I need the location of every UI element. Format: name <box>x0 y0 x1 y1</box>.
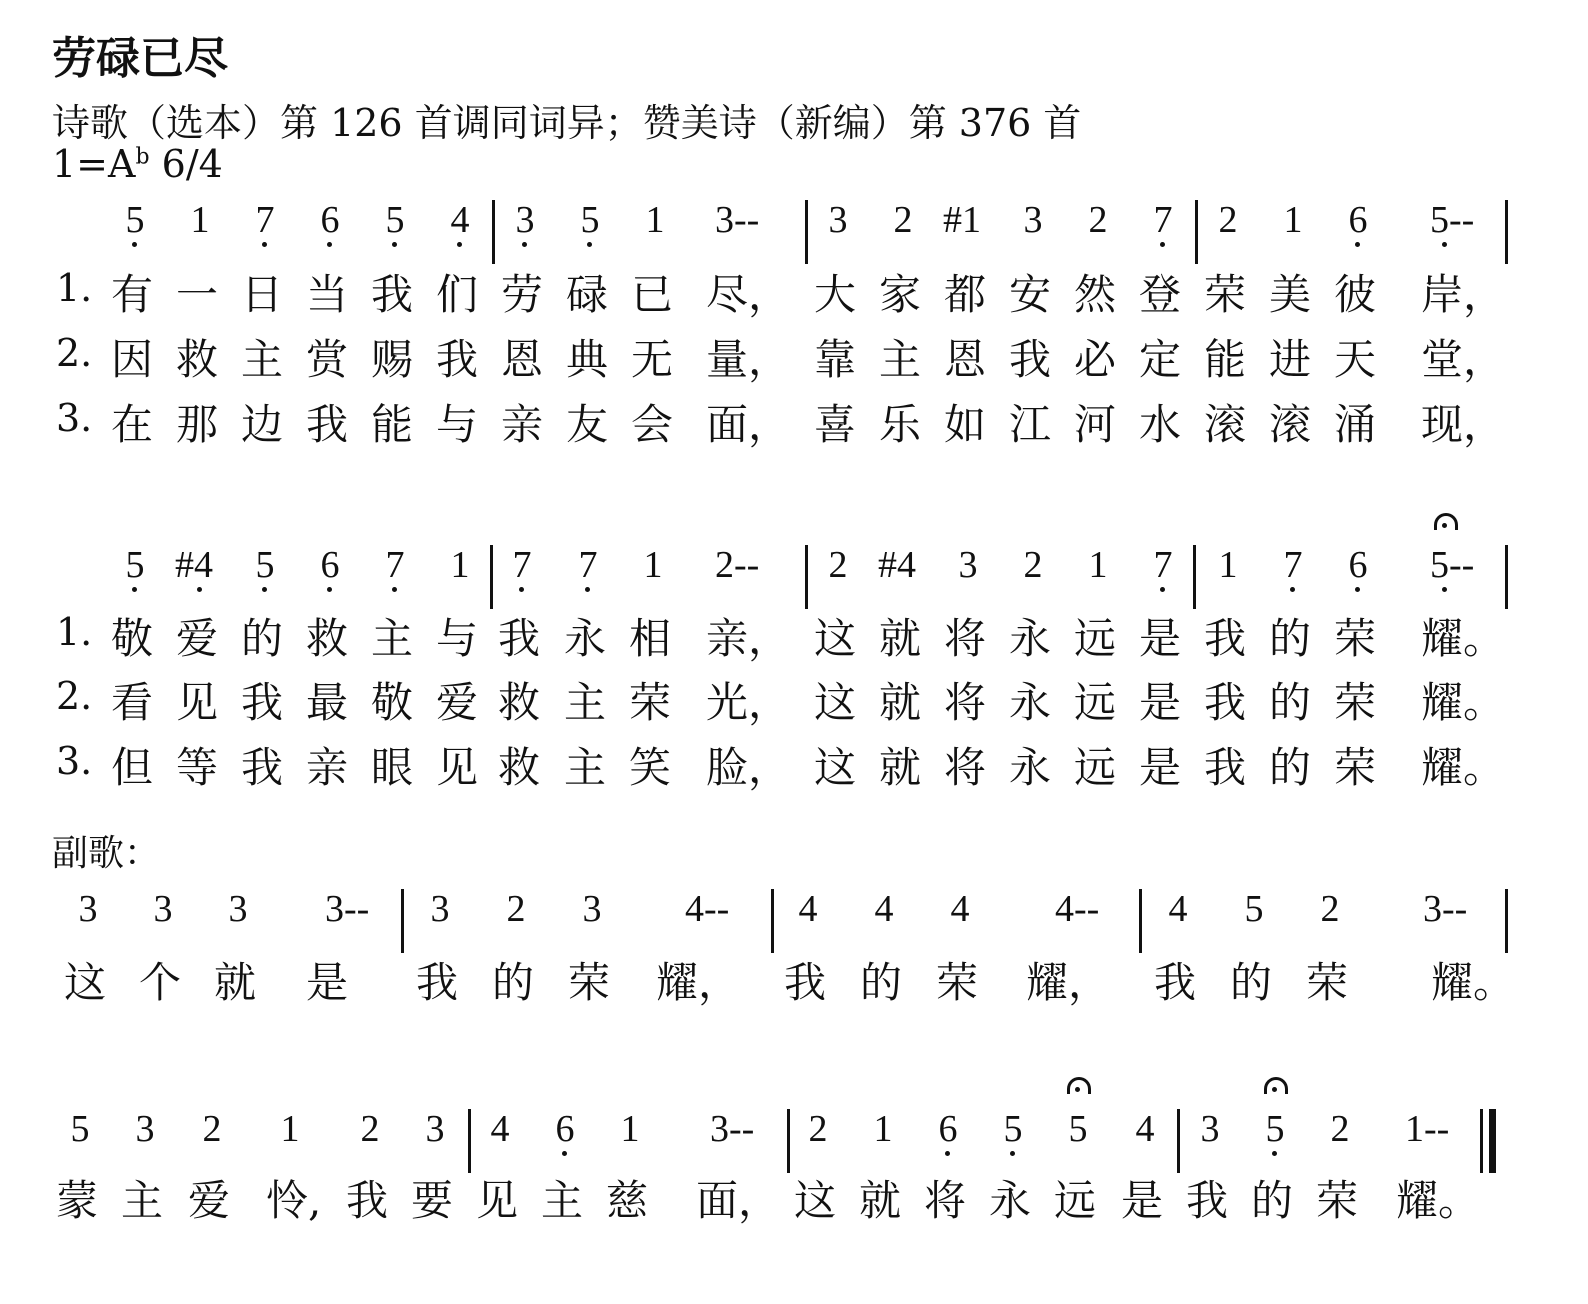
note-dot-below <box>132 242 137 247</box>
note: 5 <box>70 1108 90 1150</box>
note: 5 <box>1244 888 1264 930</box>
lyric-char: 靠 <box>814 335 857 384</box>
barline <box>492 200 495 264</box>
lyric-char: 我 <box>241 678 284 727</box>
lyric-char: 是 <box>306 958 349 1007</box>
lyric-char: 我 <box>416 958 459 1007</box>
note: 1 <box>450 544 470 586</box>
lyric-char: 耀， <box>1026 958 1111 1007</box>
note: 3 <box>153 888 173 930</box>
note: 7 <box>512 544 532 586</box>
lyric-char: 这 <box>814 743 857 792</box>
lyric-char: 荣 <box>1204 270 1247 319</box>
lyric-char: 等 <box>176 743 219 792</box>
note: 1 <box>1218 544 1238 586</box>
lyric-char: 耀。 <box>1421 614 1506 663</box>
lyric-char: 救 <box>176 335 219 384</box>
lyric-char: 恩 <box>944 335 987 384</box>
verse-number: 1. <box>56 610 93 654</box>
lyric-char: 亲， <box>706 614 791 663</box>
lyric-char: 岸， <box>1421 270 1506 319</box>
lyric-char: 定 <box>1139 335 1182 384</box>
barline <box>1177 1109 1180 1173</box>
lyric-char: 我 <box>1186 1176 1229 1225</box>
lyric-char: 眼 <box>371 743 414 792</box>
lyric-char: 我 <box>371 270 414 319</box>
lyric-char: 耀， <box>656 958 741 1007</box>
note: 5 <box>1003 1108 1023 1150</box>
lyric-char: 我 <box>498 614 541 663</box>
note-dot-below <box>587 242 592 247</box>
lyric-char: 就 <box>859 1176 902 1225</box>
note: 5 <box>255 544 275 586</box>
note: 2 <box>202 1108 222 1150</box>
lyric-char: 亲 <box>306 743 349 792</box>
lyric-char: 的 <box>1269 678 1312 727</box>
note-dot-below <box>392 587 397 592</box>
note: 3 <box>958 544 978 586</box>
lyric-char: 水 <box>1139 400 1182 449</box>
lyric-char: 怜, <box>266 1176 322 1225</box>
lyric-char: 因 <box>111 335 154 384</box>
lyric-char: 就 <box>879 743 922 792</box>
lyric-char: 敬 <box>111 614 154 663</box>
lyric-char: 远 <box>1074 743 1117 792</box>
verse-number: 3. <box>56 396 93 440</box>
lyric-char: 赏 <box>306 335 349 384</box>
lyric-char: 的 <box>241 614 284 663</box>
note: 3 <box>430 888 450 930</box>
barline <box>1193 545 1196 609</box>
barline <box>1195 200 1198 264</box>
note: 6 <box>1348 199 1368 241</box>
note: 6 <box>1348 544 1368 586</box>
barline <box>490 545 493 609</box>
lyric-char: 是 <box>1139 678 1182 727</box>
lyric-char: 荣 <box>1334 743 1377 792</box>
lyric-char: 的 <box>1269 743 1312 792</box>
note: 1 <box>645 199 665 241</box>
note: 7 <box>578 544 598 586</box>
note: 1 <box>643 544 663 586</box>
note-dot-below <box>457 242 462 247</box>
lyric-char: 我 <box>346 1176 389 1225</box>
lyric-char: 主 <box>541 1176 584 1225</box>
note: 6 <box>320 544 340 586</box>
lyric-char: 救 <box>306 614 349 663</box>
barline <box>805 200 808 264</box>
lyric-char: 看 <box>111 678 154 727</box>
note-dot-below <box>585 587 590 592</box>
lyric-char: 喜 <box>814 400 857 449</box>
lyric-char: 已 <box>631 270 674 319</box>
lyric-char: 的 <box>1269 614 1312 663</box>
note: 4 <box>874 888 894 930</box>
lyric-char: 天 <box>1334 335 1377 384</box>
note-dot-below <box>1290 587 1295 592</box>
note: 3 <box>515 199 535 241</box>
song-title: 劳碌已尽 <box>52 33 228 84</box>
barline <box>787 1109 790 1173</box>
note-dot-below <box>522 242 527 247</box>
lyric-char: 慈 <box>606 1176 649 1225</box>
barline <box>401 889 404 953</box>
lyric-char: 荣 <box>629 678 672 727</box>
song-subtitle: 诗歌（选本）第 126 首调同词异；赞美诗（新编）第 376 首 <box>52 101 1082 145</box>
lyric-char: 主 <box>371 614 414 663</box>
note: 5 <box>1068 1108 1088 1150</box>
note-dot-below <box>1355 587 1360 592</box>
note-dot-below <box>327 587 332 592</box>
verse-number: 2. <box>56 331 93 375</box>
note: 3-- <box>715 199 760 241</box>
lyric-char: 永 <box>564 614 607 663</box>
barline <box>1505 889 1508 953</box>
lyric-char: 耀。 <box>1421 678 1506 727</box>
lyric-char: 劳 <box>501 270 544 319</box>
lyric-char: 这 <box>64 958 107 1007</box>
lyric-char: 光， <box>706 678 791 727</box>
note: 5 <box>125 544 145 586</box>
lyric-char: 安 <box>1009 270 1052 319</box>
lyric-char: 将 <box>944 678 987 727</box>
lyric-char: 这 <box>794 1176 837 1225</box>
lyric-char: 尽， <box>706 270 791 319</box>
lyric-char: 与 <box>436 614 479 663</box>
note-dot-below <box>132 587 137 592</box>
barline <box>1139 889 1142 953</box>
lyric-char: 登 <box>1139 270 1182 319</box>
note: 4 <box>798 888 818 930</box>
note: 5 <box>385 199 405 241</box>
key-flat: b <box>135 144 150 170</box>
fermata-dot <box>1075 1087 1080 1092</box>
lyric-char: 要 <box>411 1176 454 1225</box>
note: 1 <box>620 1108 640 1150</box>
lyric-char: 日 <box>241 270 284 319</box>
lyric-char: 的 <box>1230 958 1273 1007</box>
lyric-char: 蒙 <box>56 1176 99 1225</box>
lyric-char: 见 <box>176 678 219 727</box>
key-prefix: 1=A <box>52 142 136 186</box>
verse-number: 2. <box>56 674 93 718</box>
lyric-char: 大 <box>814 270 857 319</box>
note: 2 <box>506 888 526 930</box>
lyric-char: 这 <box>814 678 857 727</box>
lyric-char: 友 <box>566 400 609 449</box>
note: 2 <box>1088 199 1108 241</box>
lyric-char: 荣 <box>1334 678 1377 727</box>
note: 4 <box>950 888 970 930</box>
lyric-char: 家 <box>879 270 922 319</box>
lyric-char: 河 <box>1074 400 1117 449</box>
lyric-char: 将 <box>924 1176 967 1225</box>
note: 4 <box>490 1108 510 1150</box>
lyric-char: 主 <box>121 1176 164 1225</box>
note-dot-below <box>945 1151 950 1156</box>
note: 7 <box>255 199 275 241</box>
lyric-char: 荣 <box>1306 958 1349 1007</box>
lyric-char: 主 <box>241 335 284 384</box>
note: 1 <box>873 1108 893 1150</box>
note: 4-- <box>1055 888 1100 930</box>
lyric-char: 永 <box>989 1176 1032 1225</box>
lyric-char: 个 <box>139 958 182 1007</box>
lyric-char: 就 <box>214 958 257 1007</box>
note: 2 <box>1330 1108 1350 1150</box>
note: 5-- <box>1430 544 1475 586</box>
note: 2 <box>1023 544 1043 586</box>
lyric-char: 涌 <box>1334 400 1377 449</box>
lyric-char: 江 <box>1009 400 1052 449</box>
lyric-char: 我 <box>1204 614 1247 663</box>
lyric-char: 永 <box>1009 614 1052 663</box>
lyric-char: 远 <box>1054 1176 1097 1225</box>
note: 3 <box>135 1108 155 1150</box>
lyric-char: 进 <box>1269 335 1312 384</box>
lyric-char: 是 <box>1139 614 1182 663</box>
lyric-char: 见 <box>476 1176 519 1225</box>
lyric-char: 美 <box>1269 270 1312 319</box>
lyric-char: 就 <box>879 678 922 727</box>
lyric-char: 边 <box>241 400 284 449</box>
lyric-char: 如 <box>944 400 987 449</box>
note: 4-- <box>685 888 730 930</box>
lyric-char: 有 <box>111 270 154 319</box>
lyric-char: 爱 <box>176 614 219 663</box>
lyric-char: 我 <box>1154 958 1197 1007</box>
note: 4 <box>1135 1108 1155 1150</box>
lyric-char: 远 <box>1074 614 1117 663</box>
note: 3 <box>582 888 602 930</box>
note: 7 <box>1283 544 1303 586</box>
note: 3-- <box>1423 888 1468 930</box>
lyric-char: 笑 <box>629 743 672 792</box>
lyric-char: 荣 <box>1334 614 1377 663</box>
note: 2 <box>808 1108 828 1150</box>
lyric-char: 脸， <box>706 743 791 792</box>
lyric-char: 面， <box>696 1176 781 1225</box>
lyric-char: 救 <box>498 743 541 792</box>
lyric-char: 我 <box>306 400 349 449</box>
lyric-char: 的 <box>860 958 903 1007</box>
lyric-char: 主 <box>879 335 922 384</box>
lyric-char: 将 <box>944 743 987 792</box>
note-dot-below <box>562 1151 567 1156</box>
barline <box>771 889 774 953</box>
lyric-char: 滚 <box>1269 400 1312 449</box>
fermata-dot <box>1272 1087 1277 1092</box>
note: 7 <box>385 544 405 586</box>
note: 3 <box>828 199 848 241</box>
lyric-char: 但 <box>111 743 154 792</box>
note: 1 <box>1283 199 1303 241</box>
note-dot-below <box>197 587 202 592</box>
lyric-char: 典 <box>566 335 609 384</box>
note-dot-below <box>519 587 524 592</box>
lyric-char: 那 <box>176 400 219 449</box>
lyric-char: 我 <box>241 743 284 792</box>
lyric-char: 恩 <box>501 335 544 384</box>
key-meter: 6/4 <box>161 142 223 186</box>
lyric-char: 耀。 <box>1431 958 1516 1007</box>
lyric-char: 见 <box>436 743 479 792</box>
lyric-char: 必 <box>1074 335 1117 384</box>
note-dot-below <box>1160 242 1165 247</box>
lyric-char: 们 <box>436 270 479 319</box>
barline <box>805 545 808 609</box>
note-dot-below <box>327 242 332 247</box>
chorus-label: 副歌： <box>52 833 161 874</box>
note: 5 <box>1265 1108 1285 1150</box>
lyric-char: 永 <box>1009 743 1052 792</box>
note: 6 <box>555 1108 575 1150</box>
key-signature <box>52 142 223 186</box>
note: 1 <box>1088 544 1108 586</box>
note: 4 <box>1168 888 1188 930</box>
note: #4 <box>878 544 916 586</box>
lyric-char: 亲 <box>501 400 544 449</box>
lyric-char: 我 <box>784 958 827 1007</box>
lyric-char: 能 <box>371 400 414 449</box>
note: 7 <box>1153 544 1173 586</box>
lyric-char: 的 <box>1251 1176 1294 1225</box>
lyric-char: 一 <box>176 270 219 319</box>
note-dot-below <box>262 242 267 247</box>
lyric-char: 耀。 <box>1421 743 1506 792</box>
lyric-char: 远 <box>1074 678 1117 727</box>
note-dot-below <box>392 242 397 247</box>
lyric-char: 永 <box>1009 678 1052 727</box>
lyric-char: 救 <box>498 678 541 727</box>
lyric-char: 我 <box>1204 678 1247 727</box>
lyric-char: 面， <box>706 400 791 449</box>
note: 6 <box>320 199 340 241</box>
lyric-char: 赐 <box>371 335 414 384</box>
lyric-char: 是 <box>1121 1176 1164 1225</box>
note: 3 <box>228 888 248 930</box>
note-dot-below <box>1010 1151 1015 1156</box>
note-dot-below <box>1160 587 1165 592</box>
note: 2 <box>1320 888 1340 930</box>
note: 2 <box>1218 199 1238 241</box>
lyric-char: 是 <box>1139 743 1182 792</box>
lyric-char: 在 <box>111 400 154 449</box>
lyric-char: 我 <box>1204 743 1247 792</box>
note: 5 <box>125 199 145 241</box>
lyric-char: 碌 <box>566 270 609 319</box>
note: 3 <box>1200 1108 1220 1150</box>
barline <box>1505 200 1508 264</box>
note-dot-below <box>262 587 267 592</box>
barline <box>1505 545 1508 609</box>
lyric-char: 堂， <box>1421 335 1506 384</box>
note: #1 <box>943 199 981 241</box>
note: 1-- <box>1405 1108 1450 1150</box>
note: 4 <box>450 199 470 241</box>
lyric-char: 会 <box>631 400 674 449</box>
note: 3-- <box>710 1108 755 1150</box>
lyric-char: 就 <box>879 614 922 663</box>
lyric-char: 荣 <box>936 958 979 1007</box>
note-dot-below <box>1272 1151 1277 1156</box>
note: #4 <box>175 544 213 586</box>
note-dot-below <box>1442 587 1447 592</box>
note: 2 <box>893 199 913 241</box>
lyric-char: 与 <box>436 400 479 449</box>
note: 2 <box>828 544 848 586</box>
note: 3 <box>78 888 98 930</box>
lyric-char: 主 <box>564 678 607 727</box>
lyric-char: 爱 <box>436 678 479 727</box>
note: 2 <box>360 1108 380 1150</box>
note: 3-- <box>325 888 370 930</box>
lyric-char: 彼 <box>1334 270 1377 319</box>
lyric-char: 相 <box>629 614 672 663</box>
lyric-char: 将 <box>944 614 987 663</box>
lyric-char: 爱 <box>188 1176 231 1225</box>
lyric-char: 荣 <box>568 958 611 1007</box>
lyric-char: 荣 <box>1316 1176 1359 1225</box>
lyric-char: 敬 <box>371 678 414 727</box>
lyric-char: 的 <box>492 958 535 1007</box>
lyric-char: 无 <box>631 335 674 384</box>
note: 6 <box>938 1108 958 1150</box>
lyric-char: 量， <box>706 335 791 384</box>
verse-number: 3. <box>56 739 93 783</box>
note: 1 <box>280 1108 300 1150</box>
note: 1 <box>190 199 210 241</box>
note: 2-- <box>715 544 760 586</box>
verse-number: 1. <box>56 266 93 310</box>
note: 5 <box>580 199 600 241</box>
lyric-char: 然 <box>1074 270 1117 319</box>
barline <box>468 1109 471 1173</box>
lyric-char: 能 <box>1204 335 1247 384</box>
lyric-char: 都 <box>944 270 987 319</box>
fermata-dot <box>1442 523 1447 528</box>
lyric-char: 乐 <box>879 400 922 449</box>
lyric-char: 我 <box>1009 335 1052 384</box>
note: 5-- <box>1430 199 1475 241</box>
note: 3 <box>425 1108 445 1150</box>
lyric-char: 滚 <box>1204 400 1247 449</box>
lyric-char: 主 <box>564 743 607 792</box>
note-dot-below <box>1442 242 1447 247</box>
lyric-char: 我 <box>436 335 479 384</box>
final-barline <box>1480 1109 1496 1173</box>
lyric-char: 这 <box>814 614 857 663</box>
note-dot-below <box>1355 242 1360 247</box>
lyric-char: 当 <box>306 270 349 319</box>
note: 3 <box>1023 199 1043 241</box>
lyric-char: 现， <box>1421 400 1506 449</box>
lyric-char: 最 <box>306 678 349 727</box>
lyric-char: 耀。 <box>1396 1176 1481 1225</box>
note: 7 <box>1153 199 1173 241</box>
